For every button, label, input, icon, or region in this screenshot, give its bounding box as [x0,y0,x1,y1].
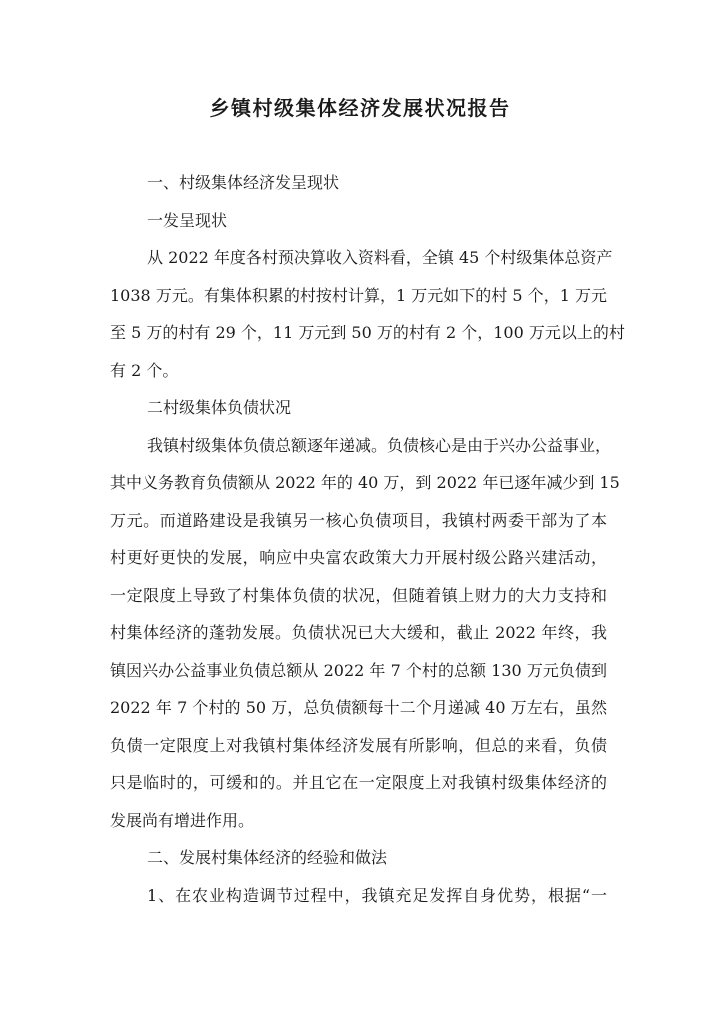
document-body [110,164,625,914]
subsection-heading: 二村级集体负债状况 [147,398,292,417]
text-line: 村更好更快的发展，响应中央富农政策大力开展村级公路兴建活动， [110,548,607,567]
text-line: 至 5 万的村有 29 个，11 万元到 50 万的村有 2 个，100 万元以上的村 [110,323,625,342]
text-line: 我镇村级集体负债总额逐年递减。负债核心是由于兴办公益事业， [147,435,612,455]
section-heading: 一、村级集体经济发呈现状 [147,173,340,192]
text-line: 有 2 个。 [110,360,179,380]
section-heading: 二、发展村集体经济的经验和做法 [147,848,388,867]
subsection-heading: 一发呈现状 [147,210,228,230]
text-line: 村集体经济的蓬勃发展。负债状况已大大缓和，截止 2022 年终，我 [110,623,607,642]
text-line: 只是临时的，可缓和的。并且它在一定限度上对我镇村级集体经济的 [110,773,607,792]
text-line: 发展尚有增进作用。 [110,810,255,830]
text-line: 镇因兴办公益事业负债总额从 2022 年 7 个村的总额 130 万元负债到 [110,660,607,680]
text-line: 1、在农业构造调节过程中，我镇充足发挥自身优势，根据“一 [147,885,607,905]
text-line: 1038 万元。有集体积累的村按村计算，1 万元如下的村 5 个，1 万元 [110,285,607,305]
text-line: 一定限度上导致了村集体负债的状况，但随着镇上财力的大力支持和 [110,585,607,605]
text-line: 万元。而道路建设是我镇另一核心负债项目，我镇村两委干部为了本 [110,510,607,530]
text-line: 2022 年 7 个村的 50 万，总负债额每十二个月递减 40 万左右，虽然 [110,698,607,717]
page-title: 乡镇村级集体经济发展状况报告 [209,96,511,120]
text-line: 负债一定限度上对我镇村集体经济发展有所影响，但总的来看，负债 [110,735,607,755]
text-line: 从 2022 年度各村预决算收入资料看，全镇 45 个村级集体总资产 [147,248,613,267]
text-line: 其中义务教育负债额从 2022 年的 40 万，到 2022 年已逐年减少到 15 [110,473,620,492]
